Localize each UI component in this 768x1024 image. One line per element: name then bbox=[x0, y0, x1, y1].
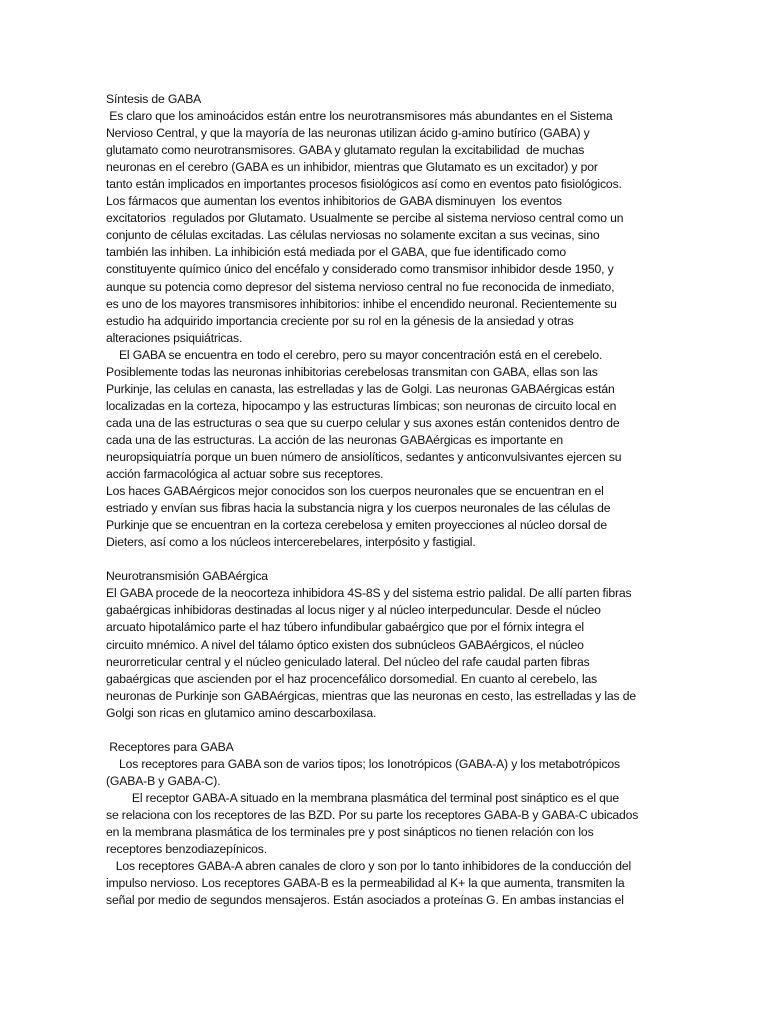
paragraph-line: estudio ha adquirido importancia creciente por su rol en la génesis de la ansiedad y otras bbox=[106, 313, 574, 328]
paragraph-line: Golgi son ricas en glutamico amino descarboxilasa. bbox=[106, 705, 377, 720]
paragraph-line: aunque su potencia como depresor del sistema nervioso central no fue reconocida de inmediato, bbox=[106, 279, 615, 294]
paragraph-line: en la membrana plasmática de los terminales pre y post sinápticos no tienen relación con los bbox=[106, 825, 594, 840]
section-heading: Neurotransmisión GABAérgica bbox=[106, 569, 268, 584]
paragraph-line: El GABA procede de la neocorteza inhibidora 4S-8S y del sistema estrio palidal. De allí parten fibras bbox=[106, 586, 632, 601]
paragraph-line: El receptor GABA-A situado en la membrana plasmática del terminal post sináptico es el que bbox=[106, 790, 620, 805]
paragraph-line: Purkinje que se encuentran en la corteza cerebelosa y emiten proyecciones al núcleo dorsal de bbox=[106, 518, 607, 533]
paragraph-line: Posiblemente todas las neuronas inhibitorias cerebelosas transmitan con GABA, ellas son las bbox=[106, 364, 598, 379]
paragraph-line: excitatorios regulados por Glutamato. Usualmente se percibe al sistema nervioso central como un bbox=[106, 211, 624, 226]
paragraph-line: constituyente químico único del encéfalo y considerado como transmisor inhibidor desde 1950, y bbox=[106, 262, 614, 277]
paragraph-line: cada una de las estructuras o sea que su cuerpo celular y sus axones están contenidos dentro de bbox=[106, 415, 620, 430]
paragraph-line: Los receptores GABA-A abren canales de cloro y son por lo tanto inhibidores de la conducción del bbox=[106, 859, 632, 874]
section-heading: Síntesis de GABA bbox=[106, 92, 202, 106]
section-neurotransmision bbox=[106, 568, 666, 721]
paragraph-line: El GABA se encuentra en todo el cerebro, pero su mayor concentración está en el cerebelo. bbox=[106, 347, 603, 362]
paragraph-line: tanto están implicados en importantes procesos fisiológicos así como en eventos pato fisiológicos. bbox=[106, 177, 622, 192]
paragraph-line: Los fármacos que aumentan los eventos inhibitorios de GABA disminuyen los eventos bbox=[106, 194, 562, 209]
section-spacer bbox=[106, 722, 666, 739]
paragraph-line: impulso nervioso. Los receptores GABA-B es la permeabilidad al K+ la que aumenta, transmiten la bbox=[106, 876, 625, 891]
paragraph-line: circuito mnémico. A nivel del tálamo óptico existen dos subnúcleos GABAérgicos, el núcleo bbox=[106, 637, 584, 652]
document-text bbox=[106, 91, 666, 909]
section-sintesis bbox=[106, 91, 666, 551]
paragraph-line: Los haces GABAérgicos mejor conocidos son los cuerpos neuronales que se encuentran en el bbox=[106, 484, 604, 499]
section-spacer bbox=[106, 551, 666, 568]
paragraph-line: receptores benzodiazepínicos. bbox=[106, 842, 267, 857]
paragraph-line: neuropsiquiatría porque un buen número de ansiolíticos, sedantes y anticonvulsivantes ejercen su bbox=[106, 449, 622, 464]
paragraph-line: también las inhiben. La inhibición está mediada por el GABA, que fue identificado como bbox=[106, 245, 566, 260]
paragraph-line: conjunto de células excitadas. Las células nerviosas no solamente excitan a sus vecinas, sino bbox=[106, 228, 600, 243]
section-receptores bbox=[106, 739, 666, 909]
paragraph-line: Purkinje, las celulas en canasta, las estrelladas y las de Golgi. Las neuronas GABAérgicas están bbox=[106, 381, 615, 396]
paragraph-line: localizadas en la corteza, hipocampo y las estructuras límbicas; son neuronas de circuito local en bbox=[106, 398, 617, 413]
paragraph-line: arcuato hipotalámico parte el haz túbero infundibular gabaérgico que por el fórnix integra el bbox=[106, 620, 584, 635]
paragraph-line: acción farmacológica al actuar sobre sus receptores. bbox=[106, 467, 384, 482]
paragraph-line: Los receptores para GABA son de varios tipos; los Ionotrópicos (GABA-A) y los metabotrópicos bbox=[106, 756, 620, 771]
paragraph-line: se relaciona con los receptores de las BZD. Por su parte los receptores GABA-B y GABA-C ubicados bbox=[106, 807, 639, 822]
paragraph-line: cada una de las estructuras. La acción de las neuronas GABAérgicas es importante en bbox=[106, 432, 564, 447]
paragraph-line: (GABA-B y GABA-C). bbox=[106, 773, 221, 788]
paragraph-line: señal por medio de segundos mensajeros. Están asociados a proteínas G. En ambas instancias el bbox=[106, 893, 624, 908]
paragraph-line: Dieters, así como a los núcleos intercerebelares, interpósito y fastigial. bbox=[106, 535, 476, 550]
paragraph-line: neuronas de Purkinje son GABAérgicas, mientras que las neuronas en cesto, las estrelladas y las de bbox=[106, 688, 636, 703]
paragraph-line: neuronas en el cerebro (GABA es un inhibidor, mientras que Glutamato es un excitador) y por bbox=[106, 160, 598, 175]
paragraph-line: es uno de los mayores transmisores inhibitorios: inhibe el encendido neuronal. Recientemente su bbox=[106, 296, 617, 311]
paragraph-line: alteraciones psiquiátricas. bbox=[106, 330, 243, 345]
paragraph-line: glutamato como neurotransmisores. GABA y glutamato regulan la excitabilidad de muchas bbox=[106, 143, 585, 158]
paragraph-line: gabaérgicas que ascienden por el haz procencefálico dorsomedial. En cuanto al cerebelo, las bbox=[106, 671, 598, 686]
paragraph-line: gabaérgicas inhibidoras destinadas al locus niger y al núcleo interpeduncular. Desde el núcleo bbox=[106, 603, 601, 618]
section-heading: Receptores para GABA bbox=[106, 739, 234, 754]
paragraph-line: estriado y envían sus fibras hacia la substancia nigra y los cuerpos neuronales de las células de bbox=[106, 501, 611, 516]
paragraph-line: Es claro que los aminoácidos están entre los neurotransmisores más abundantes en el Sistema bbox=[106, 109, 613, 124]
paragraph-line: neurorreticular central y el núcleo geniculado lateral. Del núcleo del rafe caudal parten fibras bbox=[106, 654, 590, 669]
paragraph-line: Nervioso Central, y que la mayoría de las neuronas utilizan ácido g-amino butírico (GABA) y bbox=[106, 126, 590, 141]
